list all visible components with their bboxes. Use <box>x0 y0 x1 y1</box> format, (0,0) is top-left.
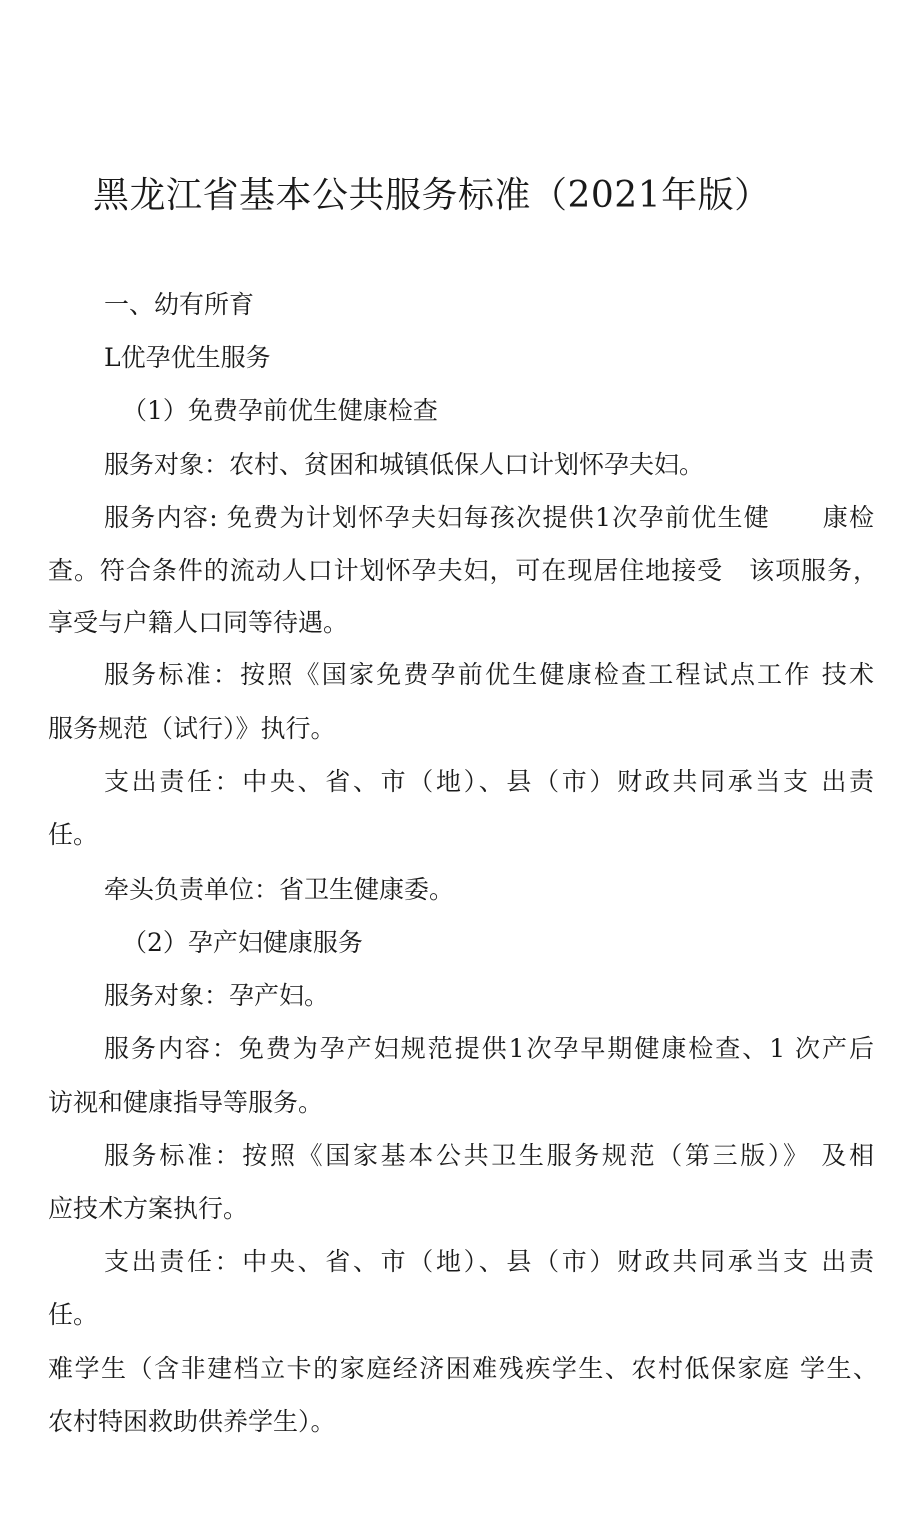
paragraph-line: 服务对象：农村、贫困和城镇低保人口计划怀孕夫妇。 <box>104 450 705 479</box>
paragraph-line: 任。 <box>48 820 99 849</box>
paragraph-line: 难学生（含非建档立卡的家庭经济困难残疾学生、农村低保家庭 学生、 <box>48 1354 878 1383</box>
paragraph-line: 支出责任：中央、省、市（地）、县（市）财政共同承当支 出责 <box>104 1247 874 1276</box>
paragraph-line: 访视和健康指导等服务。 <box>48 1088 324 1117</box>
paragraph-line: 服务对象：孕产妇。 <box>104 981 330 1010</box>
paragraph-line: 查。符合条件的流动人口计划怀孕夫妇，可在现居住地接受 该项服务， <box>48 556 878 585</box>
paragraph-line: 应技术方案执行。 <box>48 1194 249 1223</box>
paragraph-line: 服务标准：按照《国家免费孕前优生健康检查工程试点工作 技术 <box>104 660 874 689</box>
paragraph-line: 服务内容: 免费为计划怀孕夫妇每孩次提供1次孕前优生健 康检 <box>104 503 874 532</box>
paragraph-line: 农村特困救助供养学生）。 <box>48 1407 336 1436</box>
section-heading: 一、幼有所育 <box>104 290 255 319</box>
paragraph-line: 牵头负责单位：省卫生健康委。 <box>104 875 455 904</box>
document-title: 黑龙江省基本公共服务标准（2021年版） <box>93 175 771 216</box>
item-heading: （1）免费孕前优生健康检查 <box>122 396 438 425</box>
subsection-heading: L优孕优生服务 <box>104 343 271 372</box>
paragraph-line: 享受与户籍人口同等待遇。 <box>48 608 349 637</box>
item-heading: （2）孕产妇健康服务 <box>122 928 363 957</box>
paragraph-line: 服务内容：免费为孕产妇规范提供1次孕早期健康检查、1 次产后 <box>104 1034 874 1063</box>
paragraph-line: 任。 <box>48 1300 99 1329</box>
paragraph-line: 服务规范（试行）》执行。 <box>48 714 336 743</box>
paragraph-line: 服务标准：按照《国家基本公共卫生服务规范（第三版）》 及相 <box>104 1141 874 1170</box>
paragraph-line: 支出责任：中央、省、市（地）、县（市）财政共同承当支 出责 <box>104 767 874 796</box>
